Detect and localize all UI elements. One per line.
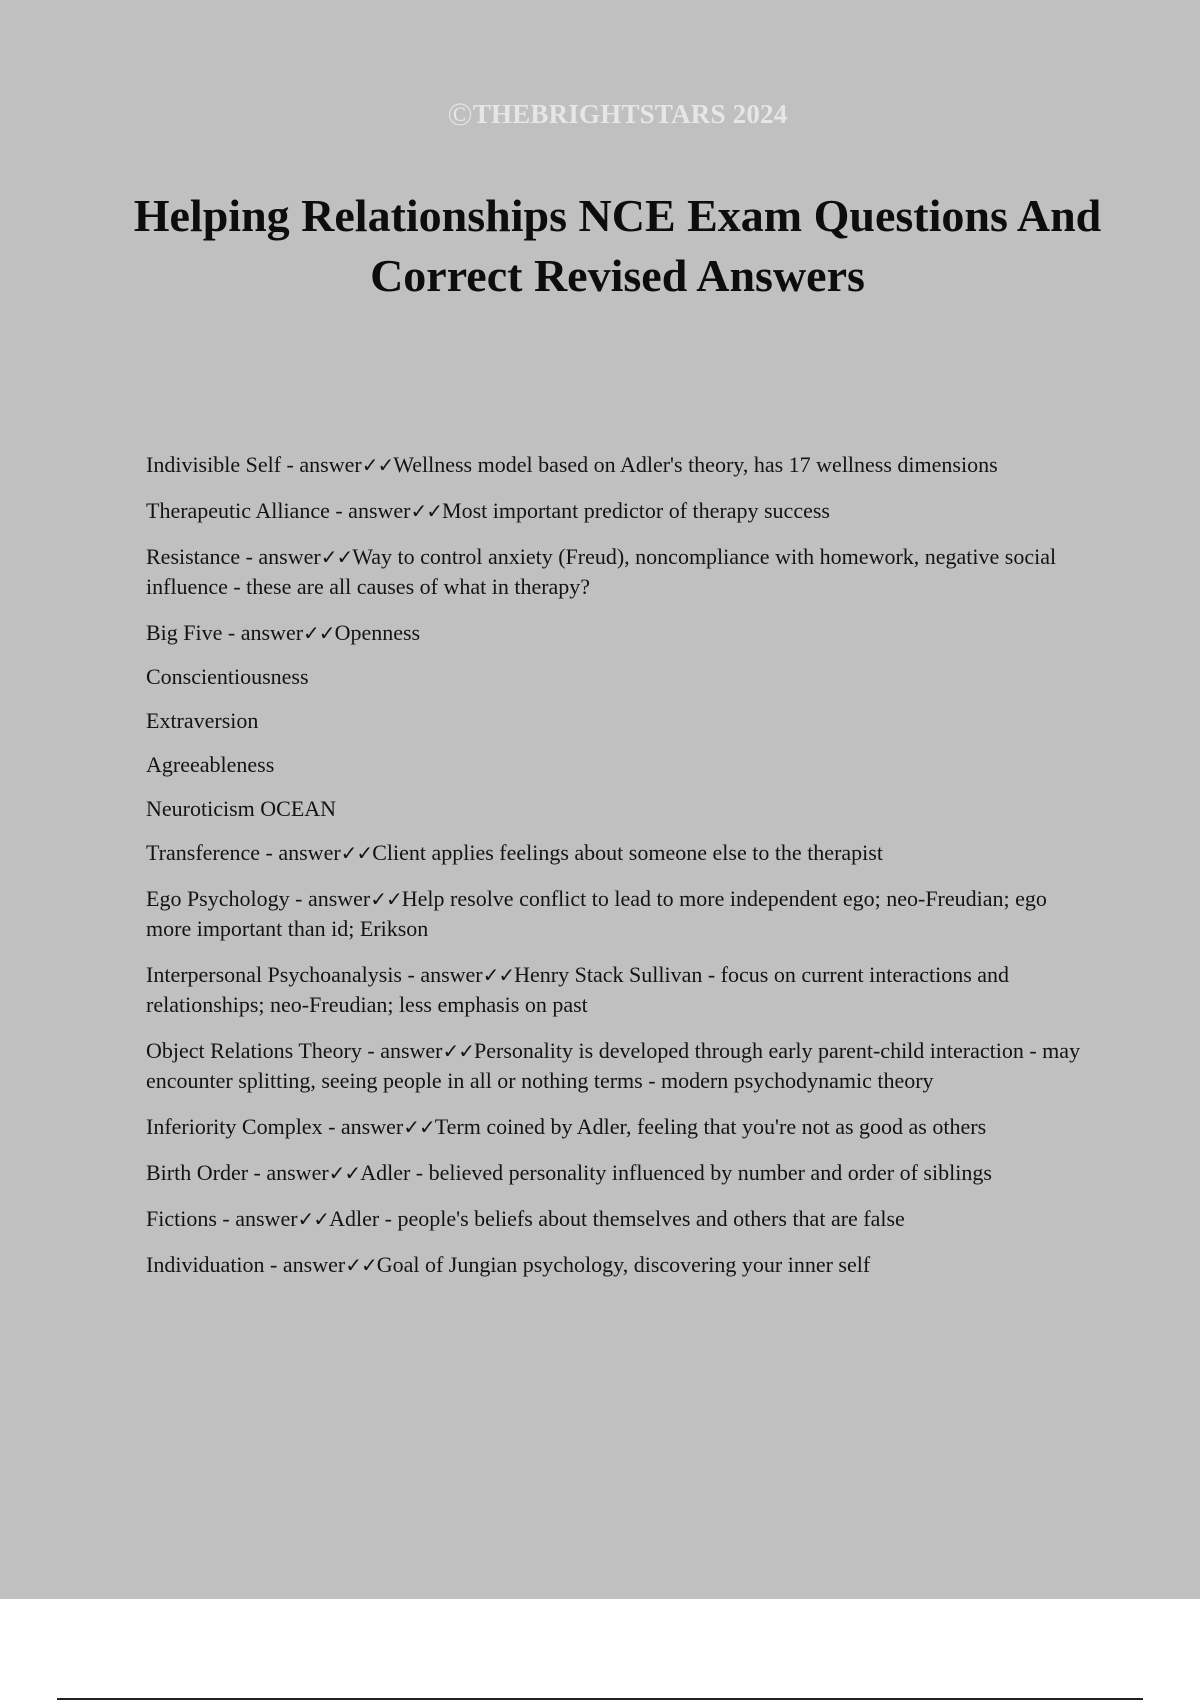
- entry-answer: Adler - people's beliefs about themselves and others that are false: [329, 1206, 905, 1231]
- entry-separator: - answer: [264, 1252, 346, 1277]
- entry-answer: Way to control anxiety (Freud), noncompliance with homework, negative social influence - these are all causes of what in therapy?: [146, 544, 1057, 599]
- entry-term: Object Relations Theory: [146, 1038, 362, 1063]
- entry-answer: Client applies feelings about someone else to the therapist: [372, 840, 883, 865]
- qa-entry: [146, 1250, 1086, 1280]
- entry-answer: Term coined by Adler, feeling that you're not as good as others: [434, 1114, 987, 1139]
- entry-answer: Openness: [334, 620, 421, 645]
- entry-separator: - answer: [322, 1114, 404, 1139]
- check-marks-icon: ✓✓: [345, 1253, 377, 1277]
- entry-separator: - answer: [329, 498, 411, 523]
- entry-separator: - answer: [289, 886, 371, 911]
- qa-entry: [146, 794, 1086, 824]
- check-marks-icon: ✓✓: [320, 545, 353, 569]
- qa-entry: [146, 496, 1086, 526]
- entry-term: Fictions: [146, 1206, 217, 1231]
- watermark-text: THEBRIGHTSTARS 2024: [472, 99, 788, 129]
- entry-term: Inferiority Complex: [146, 1114, 323, 1139]
- entry-answer: Wellness model based on Adler's theory, has 17 wellness dimensions: [393, 452, 998, 477]
- qa-entry: [146, 662, 1086, 692]
- entry-separator: - answer: [361, 1038, 443, 1063]
- check-marks-icon: ✓✓: [297, 1207, 330, 1231]
- qa-entry: [146, 1036, 1086, 1096]
- entry-separator: - answer: [216, 1206, 298, 1231]
- qa-entry: [146, 1158, 1086, 1188]
- entry-term: Big Five: [146, 620, 223, 645]
- entry-term: Transference: [146, 840, 261, 865]
- entry-line: Conscientiousness: [146, 664, 309, 689]
- qa-entry: [146, 1112, 1086, 1142]
- qa-entry: [146, 542, 1086, 602]
- qa-entry: [146, 706, 1086, 736]
- entry-line: Neuroticism OCEAN: [146, 796, 337, 821]
- entry-answer: Help resolve conflict to lead to more independent ego; neo-Freudian; ego more important than id; Erikson: [146, 886, 1047, 941]
- entry-term: Birth Order: [146, 1160, 249, 1185]
- check-marks-icon: ✓✓: [303, 621, 335, 645]
- entry-answer: Goal of Jungian psychology, discovering your inner self: [376, 1252, 871, 1277]
- entry-answer: Most important predictor of therapy success: [442, 498, 830, 523]
- entry-answer: Henry Stack Sullivan - focus on current interactions and relationships; neo-Freudian; less emphasis on past: [146, 962, 1010, 1017]
- entry-term: Individuation: [146, 1252, 265, 1277]
- entry-term: Indivisible Self: [146, 452, 282, 477]
- entry-separator: - answer: [260, 840, 341, 865]
- entry-term: Interpersonal Psychoanalysis: [146, 962, 402, 987]
- entry-separator: - answer: [240, 544, 321, 569]
- watermark: [0, 97, 1200, 134]
- qa-entry: [146, 450, 1086, 480]
- entry-separator: - answer: [222, 620, 304, 645]
- entry-term: Resistance: [146, 544, 241, 569]
- entry-answer: Adler - believed personality influenced by number and order of siblings: [360, 1160, 992, 1185]
- entry-answer: Personality is developed through early parent-child interaction - may encounter splitting, seeing people in all or nothing terms - modern psychodynamic theory: [146, 1038, 1081, 1093]
- qa-entry: [146, 750, 1086, 780]
- check-marks-icon: ✓✓: [442, 1039, 475, 1063]
- check-marks-icon: ✓✓: [482, 963, 515, 987]
- check-marks-icon: ✓✓: [361, 453, 394, 477]
- entry-separator: - answer: [281, 452, 362, 477]
- check-marks-icon: ✓✓: [403, 1115, 435, 1139]
- check-marks-icon: ✓✓: [328, 1161, 361, 1185]
- qa-entry: [146, 838, 1086, 868]
- entry-separator: - answer: [248, 1160, 329, 1185]
- page-title: Helping Relationships NCE Exam Questions And Correct Revised Answers: [133, 190, 1102, 301]
- entry-term: Ego Psychology: [146, 886, 290, 911]
- qa-list: [146, 450, 1086, 1296]
- check-marks-icon: ✓✓: [370, 887, 402, 911]
- entry-term: Therapeutic Alliance: [146, 498, 330, 523]
- qa-entry: [146, 1204, 1086, 1234]
- check-marks-icon: ✓✓: [340, 841, 373, 865]
- entry-separator: - answer: [402, 962, 483, 987]
- check-marks-icon: ✓✓: [410, 499, 443, 523]
- qa-entry: [146, 884, 1086, 944]
- copyright-symbol: ©: [447, 97, 473, 133]
- qa-entry: [146, 960, 1086, 1020]
- qa-entry: [146, 618, 1086, 648]
- entry-line: Extraversion: [146, 708, 259, 733]
- entry-line: Agreeableness: [146, 752, 275, 777]
